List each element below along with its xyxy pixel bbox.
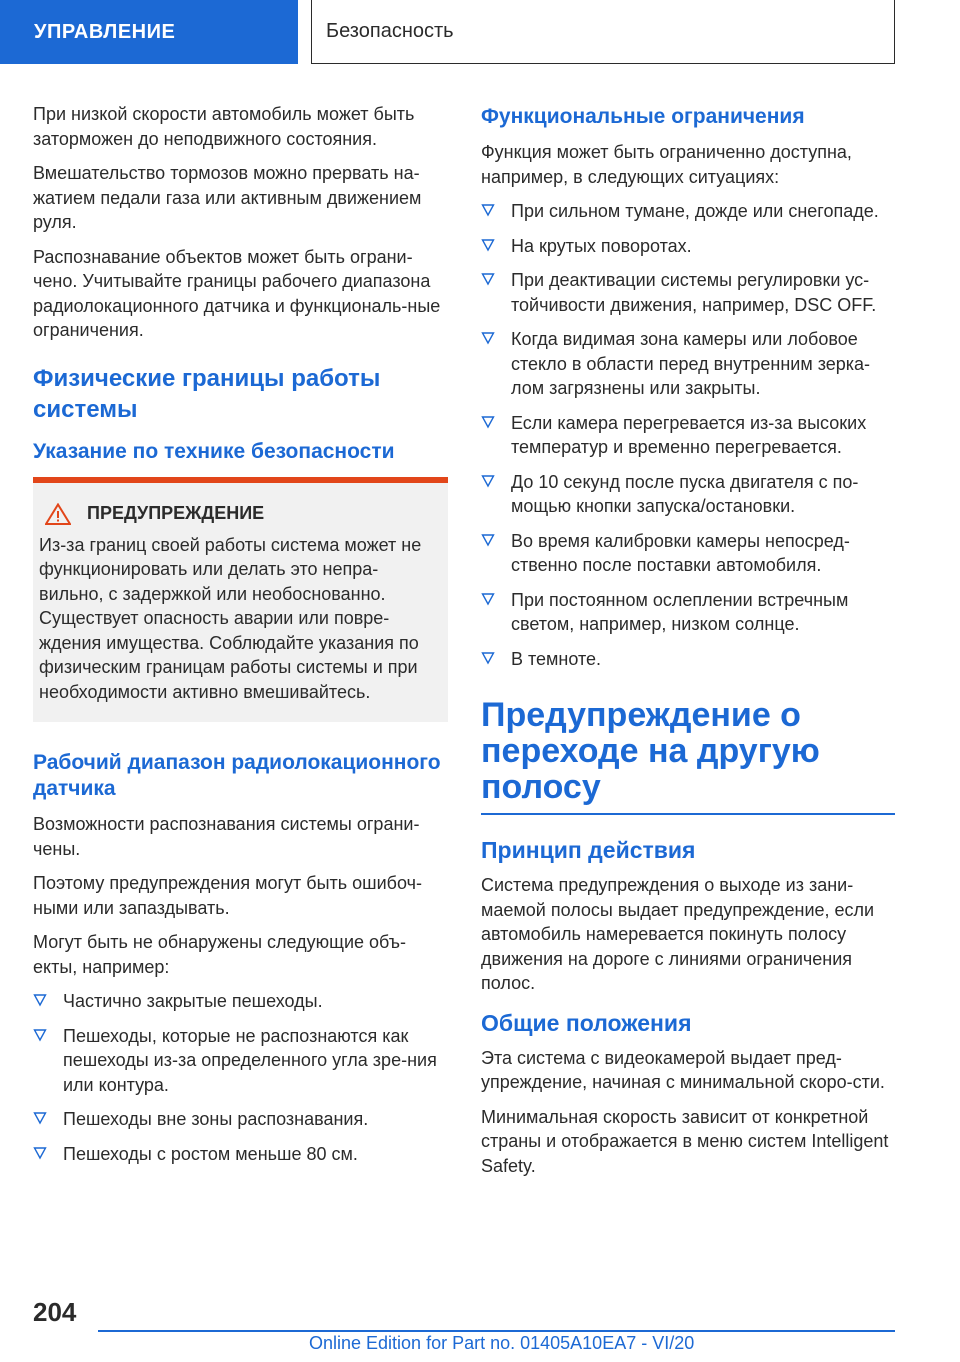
heading-general: Общие положения <box>481 1009 692 1036</box>
heading-lane-departure: Предупреждение о переходе на другую полосу <box>481 696 820 806</box>
heading-divider <box>481 813 895 815</box>
list-item: При постоянном ослеплении встречным светом, например, низком солнце. <box>481 588 895 637</box>
warning-header <box>39 503 434 525</box>
triangle-bullet-icon <box>481 414 495 430</box>
triangle-bullet-icon <box>481 237 495 253</box>
edition-text: Online Edition for Part no. 01405A10EA7 - VI/20 <box>309 1333 695 1353</box>
paragraph: Могут быть не обнаружены следующие объ-екты, например: <box>33 932 407 977</box>
triangle-bullet-icon <box>33 1145 47 1161</box>
section-header <box>311 0 895 64</box>
triangle-bullet-icon <box>481 650 495 666</box>
left-column <box>33 102 448 1176</box>
warning-title: ПРЕДУПРЕЖДЕНИЕ <box>87 503 265 523</box>
paragraph: Минимальная скорость зависит от конкретной страны и отображается в меню систем Intelligent Safety. <box>481 1106 889 1176</box>
chapter-title: УПРАВЛЕНИЕ <box>34 20 176 43</box>
triangle-bullet-icon <box>33 1027 47 1043</box>
heading-functional-limits: Функциональные ограничения <box>481 105 805 128</box>
heading-physical-limits: Физические границы работы системы <box>33 364 381 423</box>
heading-safety-note: Указание по технике безопасности <box>33 439 395 463</box>
list-item: Пешеходы вне зоны распознавания. <box>33 1107 448 1132</box>
list-item: При деактивации системы регулировки ус-тойчивости движения, например, DSC OFF. <box>481 268 895 317</box>
page-number: 204 <box>33 1297 77 1327</box>
list-item: При сильном тумане, дожде или снегопаде. <box>481 199 895 224</box>
triangle-bullet-icon <box>481 202 495 218</box>
list-item: Частично закрытые пешеходы. <box>33 989 448 1014</box>
list-item: Когда видимая зона камеры или лобовое стекло в области перед внутренним зерка-лом загрязнены или закрыты. <box>481 327 895 401</box>
right-column <box>481 102 895 1188</box>
section-title: Безопасность <box>326 20 454 42</box>
warning-box <box>33 477 448 723</box>
triangle-bullet-icon <box>33 992 47 1008</box>
warning-text: Из-за границ своей работы система может не функционировать или делать это непра-вильно, с задержкой или необоснованно. Существует опасность аварии или повре-ждения имущества. Соблюдайте указания по физическим границам работы системы и при необходимости активно вмешивайтесь. <box>39 534 422 702</box>
triangle-bullet-icon <box>481 591 495 607</box>
paragraph: Эта система с видеокамерой выдает пред-упреждение, начиная с минимальной скоро-сти. <box>481 1047 885 1092</box>
heading-radar-range: Рабочий диапазон радиолокационного датчика <box>33 751 441 800</box>
paragraph: Поэтому предупреждения могут быть ошибоч-ными или запаздывать. <box>33 873 422 918</box>
paragraph: Возможности распознавания системы ограни-чены. <box>33 814 420 859</box>
chapter-tab <box>0 0 298 64</box>
paragraph: Распознавание объектов может быть ограни-чено. Учитывайте границы рабочего диапазона радиолокационного датчика и функциональ-ные ограничения. <box>33 246 441 340</box>
warning-triangle-icon <box>45 503 71 525</box>
bullet-list <box>481 199 895 671</box>
list-item: До 10 секунд после пуска двигателя с по-мощью кнопки запуска/остановки. <box>481 470 895 519</box>
list-item: Пешеходы с ростом меньше 80 см. <box>33 1142 448 1167</box>
paragraph: Функция может быть ограниченно доступна, например, в следующих ситуациях: <box>481 142 852 187</box>
triangle-bullet-icon <box>33 1110 47 1126</box>
list-item: Если камера перегревается из-за высоких температур и временно перегревается. <box>481 411 895 460</box>
triangle-bullet-icon <box>481 271 495 287</box>
paragraph: Вмешательство тормозов можно прервать на-жатием педали газа или активным движением руля. <box>33 163 422 232</box>
list-item: Пешеходы, которые не распознаются как пешеходы из-за определенного угла зре-ния или контура. <box>33 1024 448 1098</box>
triangle-bullet-icon <box>481 330 495 346</box>
heading-principle: Принцип действия <box>481 837 696 863</box>
footer-divider <box>98 1330 895 1332</box>
list-item: На крутых поворотах. <box>481 234 895 259</box>
paragraph: Система предупреждения о выходе из зани-маемой полосы выдает предупреждение, если автомобиль намеревается покинуть полосу движения на дороге с линиями ограничения полос. <box>481 875 875 993</box>
triangle-bullet-icon <box>481 473 495 489</box>
list-item: В темноте. <box>481 647 895 672</box>
list-item: Во время калибровки камеры непосред-ственно после поставки автомобиля. <box>481 529 895 578</box>
triangle-bullet-icon <box>481 532 495 548</box>
paragraph: При низкой скорости автомобиль может быть заторможен до неподвижного состояния. <box>33 104 415 149</box>
bullet-list <box>33 989 448 1166</box>
